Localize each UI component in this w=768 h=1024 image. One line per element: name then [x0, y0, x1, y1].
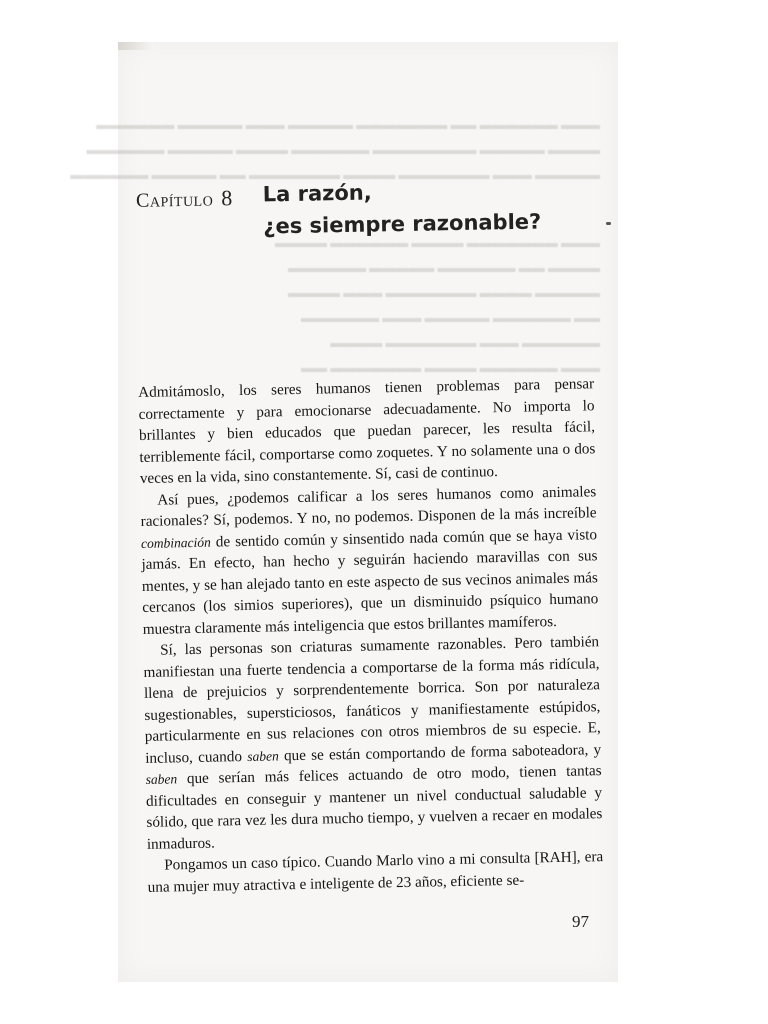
emphasis-text: saben [145, 771, 178, 787]
show-through-text-top: ▬▬▬ ▬▬▬▬▬▬ ▬▬ ▬▬▬▬▬▬▬ ▬▬▬▬▬ ▬▬▬ ▬▬▬▬▬ ▬▬▬▬▬▬ ▬▬▬▬ ▬▬▬▬▬ ▬▬▬▬▬▬▬▬ ▬▬▬▬▬▬ ▬▬▬▬ ▬▬▬▬▬ ▬▬▬▬▬▬ ▬▬▬▬▬ ▬▬▬ ▬▬▬▬▬▬▬ ▬▬▬▬ ▬▬▬▬▬▬▬ ▬▬ ▬▬▬▬▬ ▬▬▬▬▬▬ [70, 117, 600, 182]
paragraph-text: de sentido común y sinsentido nada común que se haya visto jamás. En efecto, han hecho y seguirán haciendo maravillas con sus mentes, y se han alejado tanto en este aspecto de sus vecinos animales más cercanos (los simios superiores), que un disminuido psíquico humano muestra claramente más inteligencia que estos brillantes mamíferos. [141, 525, 599, 638]
ink-speck [606, 222, 611, 225]
paragraph-text: Así pues, ¿podemos calificar a los seres humanos como animales racionales? Sí, podemos. Y no, no podemos. Disponen de la más increíble [140, 482, 597, 530]
paragraph-text: Pongamos un caso típico. Cuando Marlo vino a mi consulta [RAH], era una mujer muy atractiva e inteligente de 23 años, eficiente se- [147, 848, 604, 896]
emphasis-text: combinación [140, 534, 211, 551]
paragraph-text: Admitámoslo, los seres humanos tienen problemas para pensar correctamente y para emocionarse adecuadamente. No importa lo brillantes y bien educados que puedan parecer, les resulta fácil, terriblemente fácil, comportarse como zoquetes. Y no solamente una o dos veces en la vida, sino constantemente. Sí, casi de continuo. [138, 375, 596, 487]
chapter-number: 8 [221, 185, 233, 211]
chapter-title [262, 174, 541, 243]
paragraph-text: Sí, las personas son criaturas sumamente razonables. Pero también manifiestan una fuerte tendencia a comportarse de la forma más ridícula, llena de prejuicios y sorprendentemente borrica. Son por naturaleza sugestionables, supersticiosos, fanáticos y manifiestamente estúpidos, particularmente en sus relaciones con otros miembros de su especie. E, incluso, cuando [143, 633, 601, 767]
paragraph [138, 373, 596, 489]
paragraph-text: que se están comportando de forma saboteadora, y [278, 740, 602, 764]
page-number: 97 [572, 912, 589, 931]
paragraph [143, 631, 603, 855]
emphasis-text: saben [247, 747, 279, 764]
paragraph [140, 481, 599, 640]
page-corner-shadow [118, 42, 154, 50]
chapter-title-line-1: La razón, [262, 180, 372, 207]
chapter-heading [136, 185, 233, 213]
paragraph-text: que serían más felices actuando de otro modo, tienen tantas dificultades en conseguir y mantener un nivel conductual saludable y sólido, que rara vez les dura mucho tiempo, y vuelven a recaer en modales inmaduros. [145, 762, 603, 853]
paragraph [147, 846, 604, 898]
chapter-title-line-2: ¿es siempre razonable? [263, 209, 542, 239]
chapter-label: Capítulo [135, 188, 214, 212]
show-through-text-middle: ▬▬▬ ▬▬▬▬▬▬▬ ▬▬▬▬ ▬▬▬▬▬▬ ▬▬▬▬ ▬▬▬▬ ▬▬ ▬▬▬▬▬▬ ▬▬▬▬▬ ▬▬▬▬▬▬ ▬▬▬▬▬ ▬▬▬▬ ▬▬▬▬▬▬▬ ▬▬▬ ▬▬▬▬ ▬▬ ▬▬▬▬▬▬ ▬▬▬▬▬ ▬▬▬ ▬▬▬▬▬▬ ▬▬▬▬▬▬ ▬▬▬ ▬▬▬▬▬▬▬ ▬▬▬▬ ▬▬▬ ▬▬▬▬▬▬ ▬▬▬▬ ▬▬▬▬▬▬▬ ▬▬ [275, 235, 600, 375]
chapter-body-text [138, 373, 604, 898]
